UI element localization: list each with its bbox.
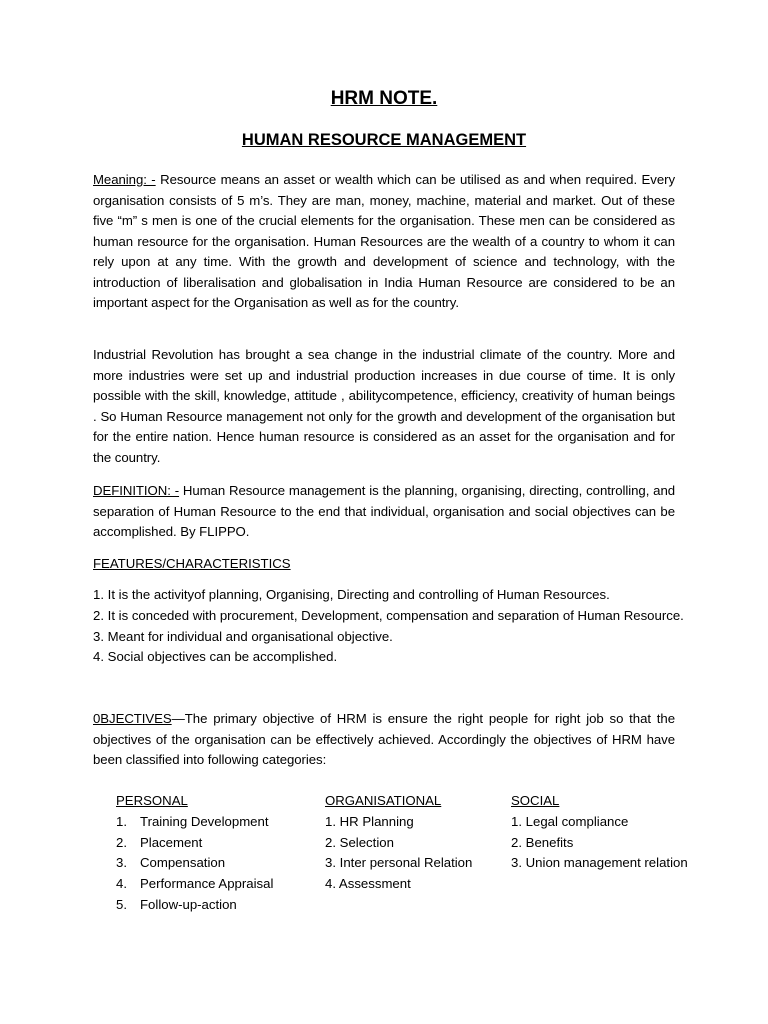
definition-text: Human Resource management is the planning, organising, directing, controlling, and separation of Human Resource to the end that individual, organisation and social objectives can be accomplished. By FLIPPO. bbox=[93, 483, 676, 539]
list-item: 3. Union management relation bbox=[511, 855, 688, 871]
list-item: 2. Benefits bbox=[511, 834, 574, 850]
industrial-paragraph: Industrial Revolution has brought a sea change in the industrial climate of the country. More and more industries were set up and industrial production increases in due course of time. It is only possible with the skill, knowledge, attitude , abilitycompetence, efficiency, creativity of human beings . So Human Resource management not only for the growth and development of the organisation but for the entire nation. Hence human resource is considered as an asset for the organisation and for the country. bbox=[93, 347, 675, 465]
objectives-text: —The primary objective of HRM is ensure the right people for right job so that the objectives of the organisation can be effectively achieved. Accordingly the objectives of HRM have been classified into following categories: bbox=[93, 711, 675, 767]
meaning-label: Meaning: - bbox=[93, 172, 156, 187]
social-column bbox=[511, 791, 688, 874]
list-item: 1. It is the activityof planning, Organising, Directing and controlling of Human Resources. bbox=[93, 587, 610, 602]
features-list bbox=[93, 585, 693, 668]
list-item: 2. Placement bbox=[116, 834, 203, 850]
list-item: 1. HR Planning bbox=[325, 813, 414, 829]
objectives-label: 0BJECTIVES bbox=[93, 711, 172, 726]
personal-heading: PERSONAL bbox=[116, 793, 188, 808]
objectives-paragraph bbox=[93, 709, 675, 771]
list-item: 1. Training Development bbox=[116, 813, 269, 829]
social-heading: SOCIAL bbox=[511, 793, 560, 808]
list-item: 2. Selection bbox=[325, 834, 394, 850]
list-item: 4. Performance Appraisal bbox=[116, 876, 274, 892]
meaning-text: Resource means an asset or wealth which can be utilised as and when required. Every organisation consists of 5 m’s. They are man, money, machine, material and market. Out of these five “m” s men is one of the crucial elements for the organisation. These men can be considered as human resource for the organisation. Human Resources are the wealth of a country to whom it can rely upon at any time. With the growth and development of science and technology, with the introduction of liberalisation and globalisation in India Human Resource are considered to be an important aspect for the Organisation as well as for the country. bbox=[93, 172, 675, 310]
list-item: 4. Social objectives can be accomplished. bbox=[93, 649, 338, 665]
page-subtitle: HUMAN RESOURCE MANAGEMENT bbox=[241, 131, 527, 149]
list-item: 4. Assessment bbox=[325, 876, 411, 892]
list-item: 5. Follow-up-action bbox=[116, 896, 237, 912]
organisational-heading: ORGANISATIONAL bbox=[325, 793, 442, 808]
list-item: 3. Compensation bbox=[116, 855, 226, 871]
list-item: 3. Meant for individual and organisational objective. bbox=[93, 628, 393, 644]
page-title: HRM NOTE. bbox=[330, 88, 438, 109]
list-item: 3. Inter personal Relation bbox=[325, 855, 473, 871]
definition-paragraph bbox=[93, 481, 675, 543]
features-heading: FEATURES/CHARACTERISTICS bbox=[93, 556, 291, 571]
personal-column bbox=[116, 791, 273, 916]
organisational-column bbox=[325, 791, 472, 895]
list-item: 1. Legal compliance bbox=[511, 813, 629, 829]
list-item: 2. It is conceded with procurement, Development, compensation and separation of Human Resource. bbox=[93, 607, 684, 623]
meaning-paragraph bbox=[93, 170, 675, 314]
definition-label: DEFINITION: - bbox=[93, 483, 180, 498]
